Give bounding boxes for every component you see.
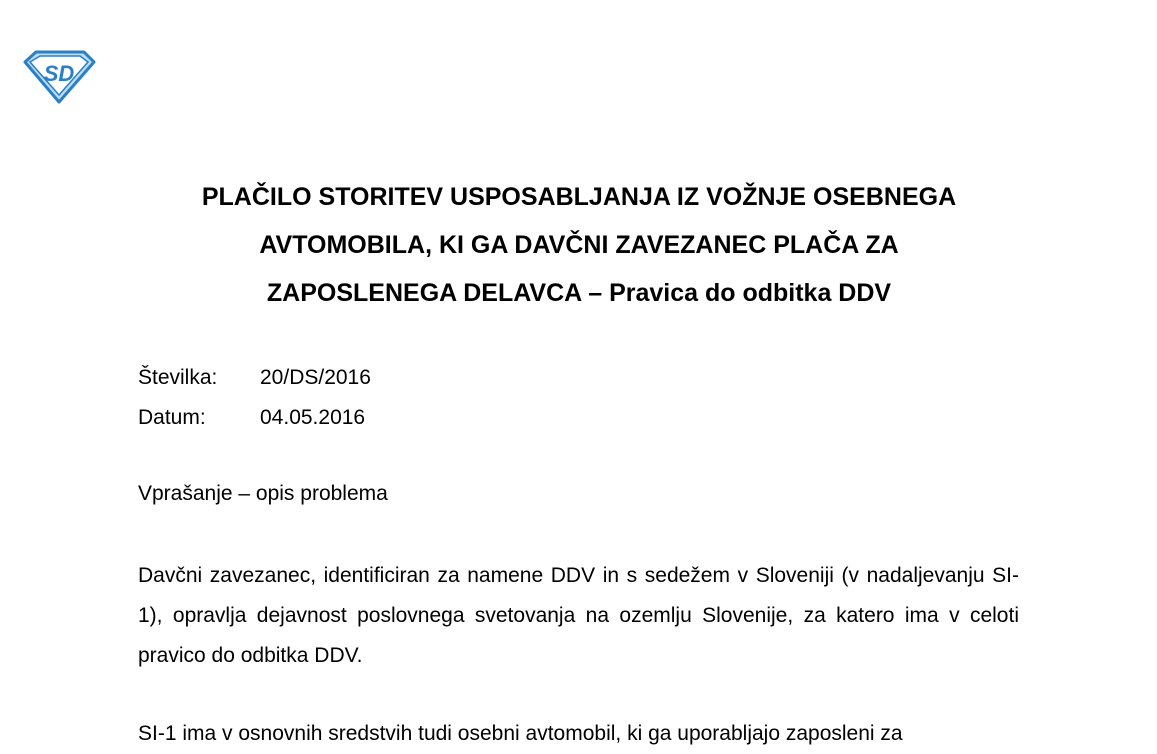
company-logo bbox=[22, 48, 96, 104]
date-label: Datum: bbox=[138, 406, 206, 429]
section-heading: Vprašanje – opis problema bbox=[138, 482, 388, 505]
logo-lettering: SD bbox=[43, 61, 75, 86]
title-line: PLAČILO STORITEV USPOSABLJANJA IZ VOŽNJE OSEBNEGA bbox=[201, 183, 957, 211]
document-title bbox=[120, 173, 1038, 317]
title-line: ZAPOSLENEGA DELAVCA – Pravica do odbitka DDV bbox=[266, 279, 892, 307]
title-line: AVTOMOBILA, KI GA DAVČNI ZAVEZANEC PLAČA ZA bbox=[259, 231, 899, 259]
date-row bbox=[138, 398, 371, 438]
document-meta bbox=[138, 358, 371, 438]
shield-logo-icon bbox=[22, 48, 96, 104]
body-paragraph: Davčni zavezanec, identificiran za namene DDV in s sedežem v Sloveniji (v nadaljevanju SI-1), opravlja dejavnost poslovnega svetovanja na ozemlju Slovenije, za katero ima v celoti pravico do odbitka DDV. bbox=[138, 564, 1019, 667]
number-row bbox=[138, 358, 371, 398]
number-value: 20/DS/2016 bbox=[260, 366, 371, 389]
number-label: Številka: bbox=[138, 366, 218, 389]
date-value: 04.05.2016 bbox=[260, 406, 366, 429]
body-paragraph: SI-1 ima v osnovnih sredstvih tudi osebni avtomobil, ki ga uporabljajo zaposleni za bbox=[138, 722, 903, 745]
